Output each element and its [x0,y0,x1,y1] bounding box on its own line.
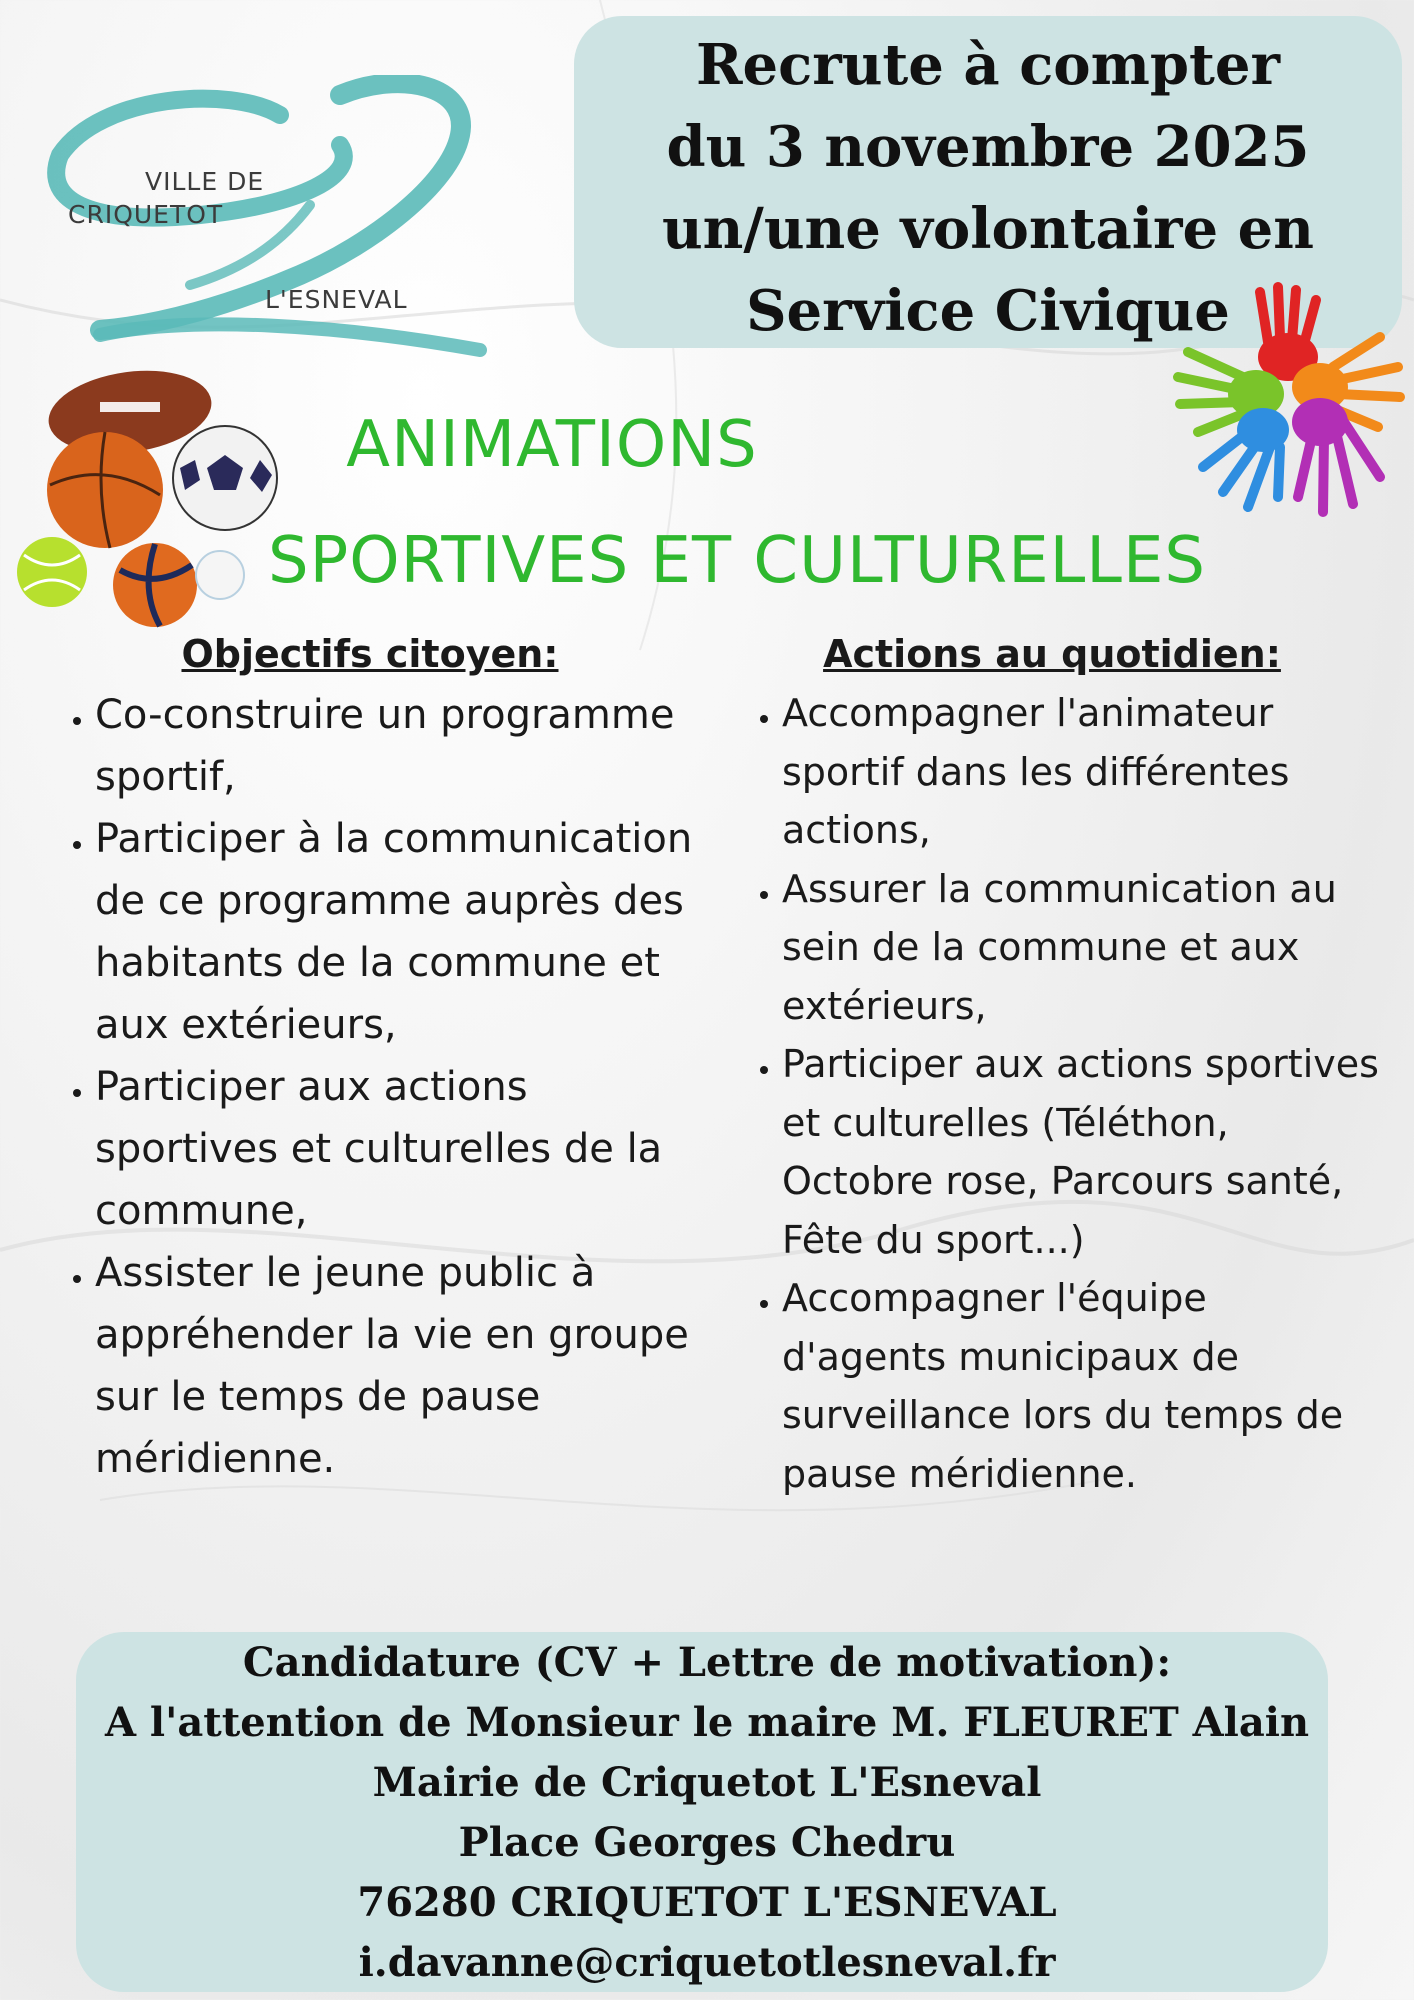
logo-line-3: L'ESNEVAL [265,285,408,314]
headline-line-2: SPORTIVES ET CULTURELLES [267,524,1207,598]
candidature-line-5: 76280 CRIQUETOT L'ESNEVAL [357,1879,1057,1926]
recruit-line-2: du 3 novembre 2025 [666,114,1310,180]
logo-line-1: VILLE DE [145,167,265,196]
list-item: • Co-construire un programme sportif, [95,684,715,808]
objectifs-section [55,632,715,1490]
logo-line-2: CRIQUETOT [68,200,224,229]
candidature-email-link[interactable]: i.davanne@criquetotlesneval.fr [358,1939,1056,1986]
list-item: • Accompagner l'équipe d'agents municipaux de surveillance lors du temps de pause méridienne. [782,1269,1382,1503]
objectifs-title: Objectifs citoyen: [181,632,559,676]
criquetot-logo [40,75,500,375]
actions-section [742,632,1382,1503]
candidature-line-3: Mairie de Criquetot L'Esneval [372,1759,1042,1806]
sports-balls-icon [10,360,300,640]
objectifs-list [55,684,715,1490]
recruit-line-4: Service Civique [746,278,1230,344]
candidature-text [40,1633,1374,1993]
list-item: • Assister le jeune public à appréhender la vie en groupe sur le temps de pause méridienne. [95,1242,715,1490]
list-item: • Accompagner l'animateur sportif dans les différentes actions, [782,684,1382,860]
list-item: • Participer aux actions sportives et culturelles (Téléthon, Octobre rose, Parcours santé, Fête du sport...) [782,1035,1382,1269]
headline-line-1: ANIMATIONS [346,408,758,482]
list-item: • Participer aux actions sportives et culturelles de la commune, [95,1056,715,1242]
candidature-line-2: A l'attention de Monsieur le maire M. FLEURET Alain [104,1699,1310,1746]
recruit-line-3: un/une volontaire en [661,196,1315,262]
candidature-line-1: Candidature (CV + Lettre de motivation): [242,1639,1172,1686]
actions-title: Actions au quotidien: [823,632,1281,676]
list-item: • Assurer la communication au sein de la commune et aux extérieurs, [782,860,1382,1036]
actions-list [742,684,1382,1503]
candidature-line-4: Place Georges Chedru [458,1819,956,1866]
recruit-line-1: Recrute à compter [695,32,1281,98]
list-item: • Participer à la communication de ce programme auprès des habitants de la commune et aux extérieurs, [95,808,715,1056]
colorful-hands-icon [1148,282,1414,532]
